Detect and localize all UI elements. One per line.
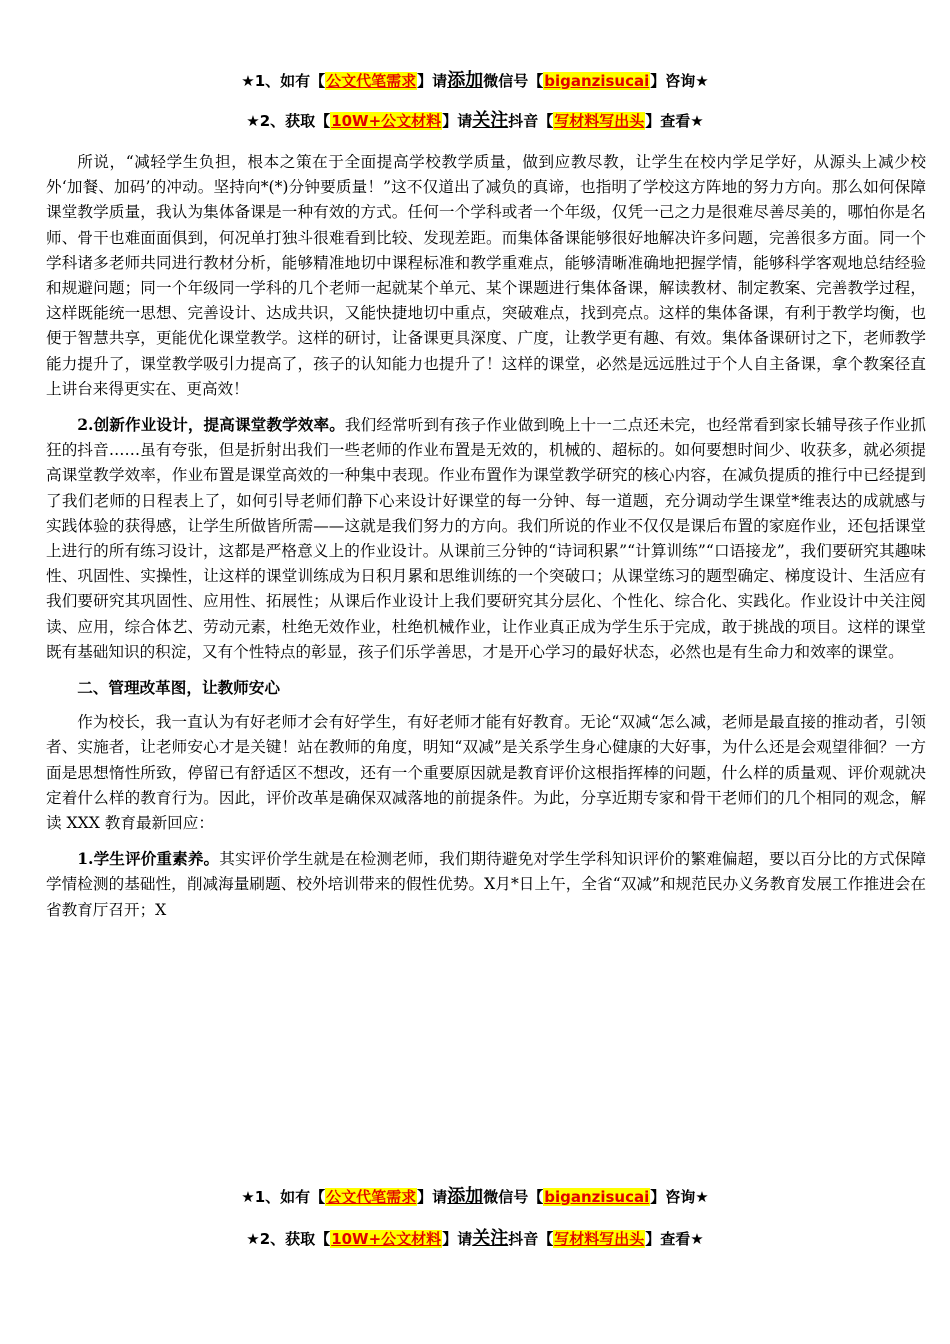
paragraph-body: 我们经常听到有孩子作业做到晚上十一二点还未完，也经常看到家长辅导孩子作业抓狂的抖音……虽有夸张，但是折射出我们一些老师的作业布置是无效的，机械的、超标的。如何要想时间少、收获多，就必须提高课堂教学效率，作业布置是课堂高效的一种集中表现。作业布置作为课堂教学研究的核心内容，在减负提质的推行中已经提到了我们老师的日程表上了，如何引导老师们静下心来设计好课堂的每一分钟、每一道题，充分调动学生课堂*维表达的成就感与实践体验的获得感，让学生所做皆所需——这就是我们努力的方向。我们所说的作业不仅仅是课后布置的家庭作业，还包括课堂上进行的所有练习设计，这都是严格意义上的作业设计。从课前三分钟的“诗词积累”“计算训练”“口语接龙”，我们要研究其趣味性、巩固性、实操性，让这样的课堂训练成为日积月累和思维训练的一个突破口；从课堂练习的题型确定、梯度设计、生活应有我们要研究其巩固性、应用性、拓展性；从课后作业设计上我们要研究其分层化、个性化、综合化、实践化。作业设计中关注阅读、应用，综合体艺、劳动元素，杜绝无效作业，杜绝机械作业，让作业真正成为学生乐于完成，敢于挑战的项目。这样的课堂既有基础知识的积淀，又有个性特点的彰显，孩子们乐学善思，才是开心学习的最好状态，必然也是有生命力和效率的课堂。 bbox=[46, 416, 926, 661]
banner-prefix: ★2、获取【 bbox=[246, 112, 331, 130]
section-heading: 二、管理改革图，让教师安心 bbox=[77, 678, 280, 698]
banner-suffix: 】查看★ bbox=[645, 1230, 704, 1248]
banner-highlight: 公文代笔需求 bbox=[326, 1188, 417, 1206]
banner-prefix: ★1、如有【 bbox=[241, 1188, 326, 1206]
top-banner-line-2 bbox=[0, 110, 950, 132]
banner-suffix: 】查看★ bbox=[645, 112, 704, 130]
paragraph-homework-design bbox=[46, 412, 926, 665]
banner-emphasis: 添加 bbox=[447, 1186, 484, 1207]
paragraph-body: 其实评价学生就是在检测老师，我们期待避免对学生学科知识评价的繁难偏超，要以百分比的方式保障学情检测的基础性，削减海量刷题、校外培训带来的假性优势。X月*日上午，全省“双减”和规范民办义务教育发展工作推进会在省教育厅召开；X bbox=[46, 850, 926, 919]
banner-emphasis: 添加 bbox=[447, 70, 484, 91]
banner-suffix: 】咨询★ bbox=[650, 1188, 709, 1206]
paragraph-principal-view: 作为校长，我一直认为有好老师才会有好学生，有好老师才能有好教育。无论“双减“怎么减，老师是最直接的推动者，引领者、实施者，让老师安心才是关键！站在教师的角度，明知“双减”是关系学生身心健康的大好事，为什么还是会观望徘徊？一方面是思想惰性所致，停留已有舒适区不想改，还有一个重要原因就是教育评价这根指挥棒的问题，什么样的质量观、评价观就决定着什么样的教育行为。因此，评价改革是确保双减落地的前提条件。为此，分享近期专家和骨干老师们的几个相同的观念，解读 XXX 教育最新回应： bbox=[46, 713, 926, 833]
banner-emphasis: 关注 bbox=[472, 110, 509, 131]
banner-prefix: ★2、获取【 bbox=[246, 1230, 331, 1248]
bottom-banner-line-2 bbox=[0, 1228, 950, 1250]
document-body bbox=[46, 150, 926, 933]
banner-highlight: 写材料写出头 bbox=[554, 112, 645, 130]
banner-text: 】请 bbox=[417, 1188, 448, 1206]
banner-suffix: 】咨询★ bbox=[650, 72, 709, 90]
banner-emphasis: 关注 bbox=[472, 1228, 509, 1249]
banner-text: 抖音【 bbox=[508, 112, 554, 130]
bottom-banner-line-1 bbox=[0, 1186, 950, 1208]
banner-highlight: biganzisucai bbox=[544, 72, 650, 90]
top-banner-line-1 bbox=[0, 70, 950, 92]
banner-text: 微信号【 bbox=[483, 72, 544, 90]
banner-text: 微信号【 bbox=[483, 1188, 544, 1206]
banner-highlight: 10W+公文材料 bbox=[331, 1230, 442, 1248]
banner-text: 抖音【 bbox=[508, 1230, 554, 1248]
paragraph-lead-heading: 2.创新作业设计，提高课堂教学效率。 bbox=[77, 415, 345, 435]
banner-prefix: ★1、如有【 bbox=[241, 72, 326, 90]
banner-highlight: biganzisucai bbox=[544, 1188, 650, 1206]
paragraph-collective-lesson-prep: 所说，“减轻学生负担，根本之策在于全面提高学校教学质量，做到应教尽教，让学生在校内学足学好，从源头上减少校外‘加餐、加码’的冲动。坚持向*(*)分钟要质量！”这不仅道出了减负的真谛，也指明了学校这方阵地的努力方向。那么如何保障课堂教学质量，我认为集体备课是一种有效的方式。任何一个学科或者一个年级，仅凭一己之力是很难尽善尽美的，哪怕你是名师、骨干也难面面俱到，何况单打独斗很难看到比较、发现差距。而集体备课能够很好地解决许多问题，完善很多方面。同一个学科诸多老师共同进行教材分析，能够精准地切中课程标准和教学重难点，能够清晰准确地把握学情，能够科学客观地总结经验和规避问题；同一个年级同一学科的几个老师一起就某个单元、某个课题进行集体备课，解读教材、制定教案、完善教学过程，这样既能统一思想、完善设计、达成共识，又能快捷地切中重点，突破难点，找到亮点。这样的集体备课，有利于教学均衡，也便于智慧共享，更能优化课堂教学。这样的研讨，让备课更具深度、广度，让教学更有趣、有效。集体备课研讨之下，老师教学能力提升了，课堂教学吸引力提高了，孩子的认知能力也提升了！这样的课堂，必然是远远胜过于个人自主备课，拿个教案径直上讲台来得更实在、更高效！ bbox=[46, 153, 926, 398]
banner-highlight: 写材料写出头 bbox=[554, 1230, 645, 1248]
banner-text: 】请 bbox=[442, 1230, 473, 1248]
banner-highlight: 公文代笔需求 bbox=[326, 72, 417, 90]
paragraph-lead-heading: 1.学生评价重素养。 bbox=[77, 849, 220, 869]
paragraph-student-evaluation bbox=[46, 846, 926, 923]
banner-highlight: 10W+公文材料 bbox=[331, 112, 442, 130]
banner-text: 】请 bbox=[442, 112, 473, 130]
banner-text: 】请 bbox=[417, 72, 448, 90]
